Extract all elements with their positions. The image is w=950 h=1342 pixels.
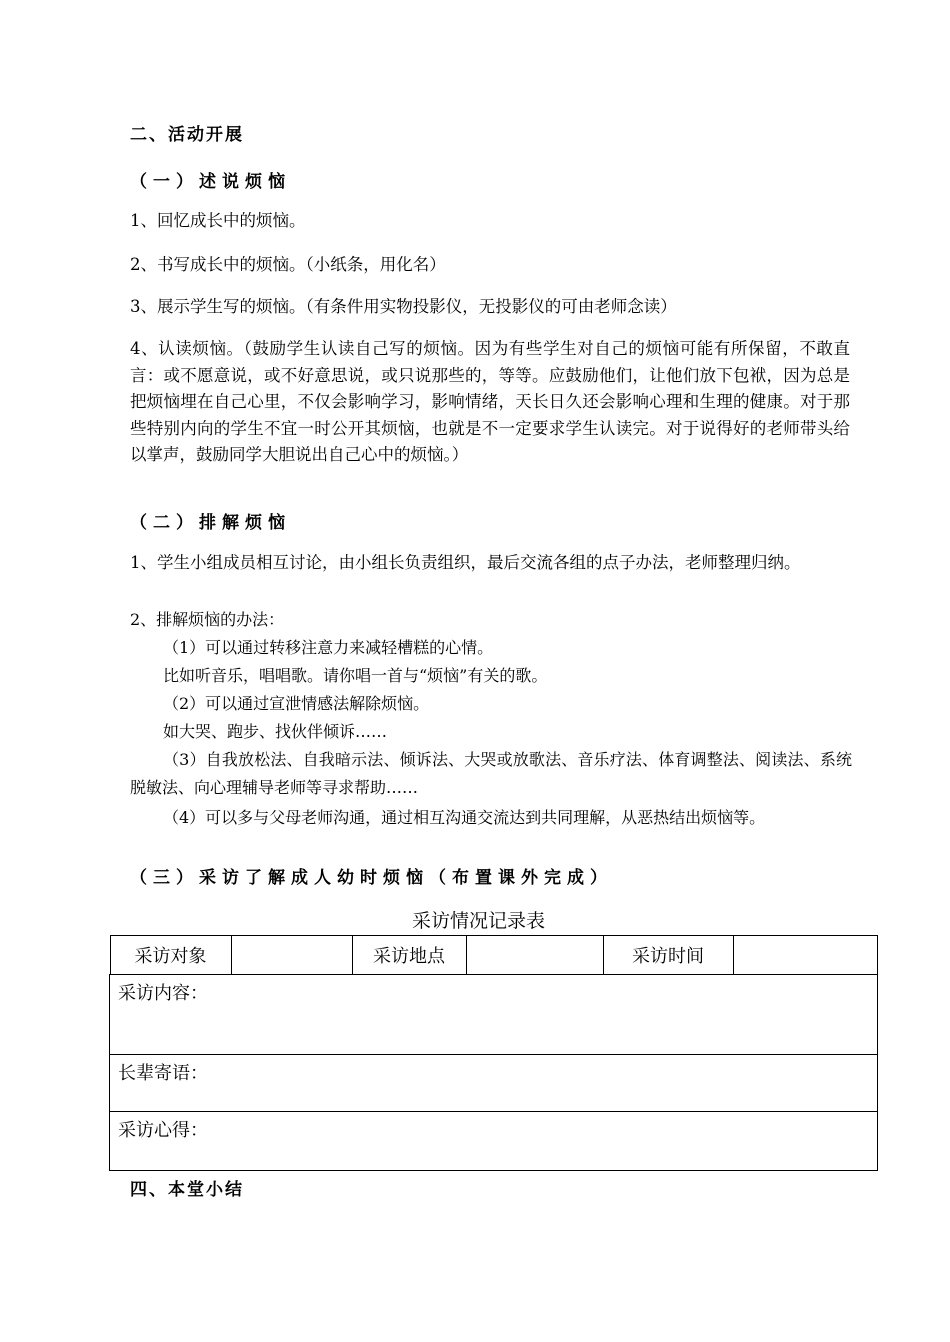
part-1-item-2: 2、书写成长中的烦恼。（小纸条，用化名） (130, 255, 446, 274)
part-1-item-1: 1、回忆成长中的烦恼。 (130, 211, 306, 230)
label-interview-reflection: 采访心得： (118, 1120, 208, 1141)
label-elder-message: 长辈寄语： (118, 1063, 208, 1084)
table-caption: 采访情况记录表 (412, 910, 546, 932)
part-1-item-3: 3、展示学生写的烦恼。（有条件用实物投影仪，无投影仪的可由老师念读） (130, 297, 677, 316)
value-interview-subject[interactable] (231, 936, 352, 975)
interview-content-cell[interactable] (110, 975, 878, 1055)
value-interview-place[interactable] (466, 936, 603, 975)
part-2-item-1: 1、学生小组成员相互讨论，由小组长负责组织，最后交流各组的点子办法，老师整理归纳。 (130, 553, 801, 572)
part-2-title: （二）排解烦恼 (130, 513, 291, 533)
part-1-item-4: 4、认读烦恼。（鼓励学生认读自己写的烦恼。因为有些学生对自己的烦恼可能有所保留，不敢直言：或不愿意说，或不好意思说，或只说那些的，等等。应鼓励他们，让他们放下包袱，因为总是把烦恼埋在自己心里，不仅会影响学习，影响情绪，天长日久还会影响心理和生理的健康。对于那些特别内向的学生不宜一时公开其烦恼，也就是不一定要求学生认读完。对于说得好的老师带头给以掌声，鼓励同学大胆说出自己心中的烦恼。） (130, 339, 850, 464)
part-2-item-2: 2、排解烦恼的办法： (130, 610, 285, 629)
method-2: （2）可以通过宣泄情感法解除烦恼。 (163, 694, 430, 713)
part-3-title: （三）采访了解成人幼时烦恼（布置课外完成） (130, 868, 613, 888)
method-2-example: 如大哭、跑步、找伙伴倾诉…… (163, 722, 388, 741)
interview-record-table (109, 935, 878, 1171)
elder-message-cell[interactable] (110, 1055, 878, 1112)
section-4-title: 四、本堂小结 (130, 1180, 244, 1200)
method-4: （4）可以多与父母老师沟通，通过相互沟通交流达到共同理解，从恶热结出烦恼等。 (163, 808, 766, 827)
section-2-title: 二、活动开展 (130, 125, 244, 145)
method-1-example: 比如听音乐，唱唱歌。请你唱一首与“烦恼”有关的歌。 (163, 666, 548, 685)
label-interview-subject: 采访对象 (110, 936, 231, 975)
label-interview-time: 采访时间 (603, 936, 733, 975)
label-interview-content: 采访内容： (118, 983, 208, 1004)
method-1: （1）可以通过转移注意力来减轻槽糕的心情。 (163, 638, 494, 657)
value-interview-time[interactable] (733, 936, 878, 975)
label-interview-place: 采访地点 (352, 936, 466, 975)
part-1-title: （一）述说烦恼 (130, 172, 291, 192)
method-3: （3）自我放松法、自我暗示法、倾诉法、大哭或放歌法、音乐疗法、体育调整法、阅读法、系统脱敏法、向心理辅导老师等寻求帮助…… (130, 750, 852, 797)
interview-reflection-cell[interactable] (110, 1112, 878, 1171)
